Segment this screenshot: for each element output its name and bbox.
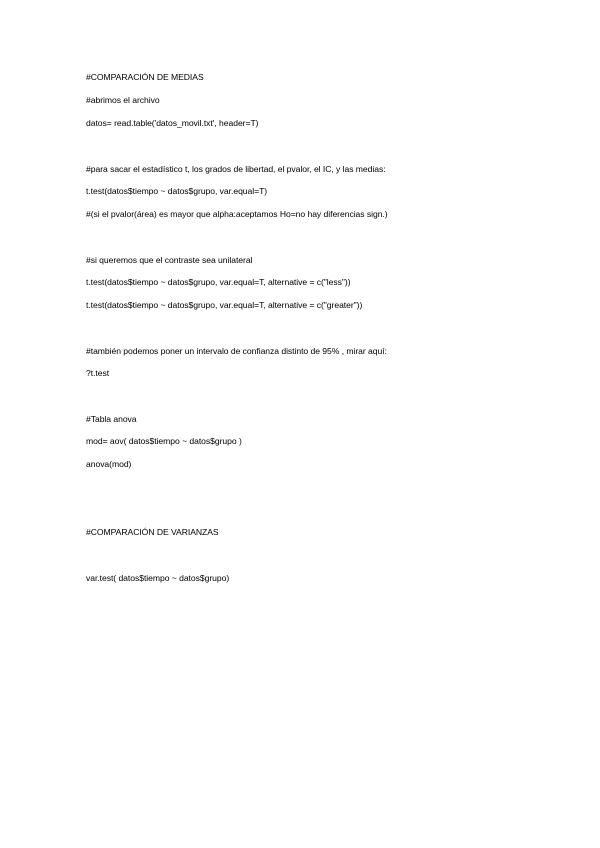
code-read-table: datos= read.table('datos_movil.txt', header=T): [86, 118, 259, 128]
code-t-test-less: t.test(datos$tiempo ~ datos$grupo, var.equal=T, alternative = c("less")): [86, 277, 351, 287]
comment-tabla-anova: #Tabla anova: [86, 414, 137, 424]
comment-unilateral: #si queremos que el contraste sea unilateral: [86, 255, 253, 265]
code-t-test: t.test(datos$tiempo ~ datos$grupo, var.equal=T): [86, 186, 268, 196]
comment-pvalor: #(si el pvalor(área) es mayor que alpha:aceptamos Ho=no hay diferencias sign.): [86, 209, 388, 219]
code-anova: anova(mod): [86, 459, 132, 469]
comment-abrir-archivo: #abrimos el archivo: [86, 95, 160, 105]
code-var-test: var.test( datos$tiempo ~ datos$grupo): [86, 573, 230, 583]
code-help-t-test: ?t.test: [86, 368, 110, 378]
heading-comparacion-varianzas: #COMPARACIÓN DE VARIANZAS: [86, 527, 219, 537]
comment-intervalo: #también podemos poner un intervalo de confianza distinto de 95% , mirar aquí:: [86, 346, 387, 356]
comment-estadistico: #para sacar el estadístico t, los grados de libertad, el pvalor, el IC, y las medias:: [86, 164, 386, 174]
heading-comparacion-medias: #COMPARACIÓN DE MEDIAS: [86, 72, 204, 82]
code-t-test-greater: t.test(datos$tiempo ~ datos$grupo, var.equal=T, alternative = c("greater")): [86, 300, 363, 310]
code-aov: mod= aov( datos$tiempo ~ datos$grupo ): [86, 436, 242, 446]
